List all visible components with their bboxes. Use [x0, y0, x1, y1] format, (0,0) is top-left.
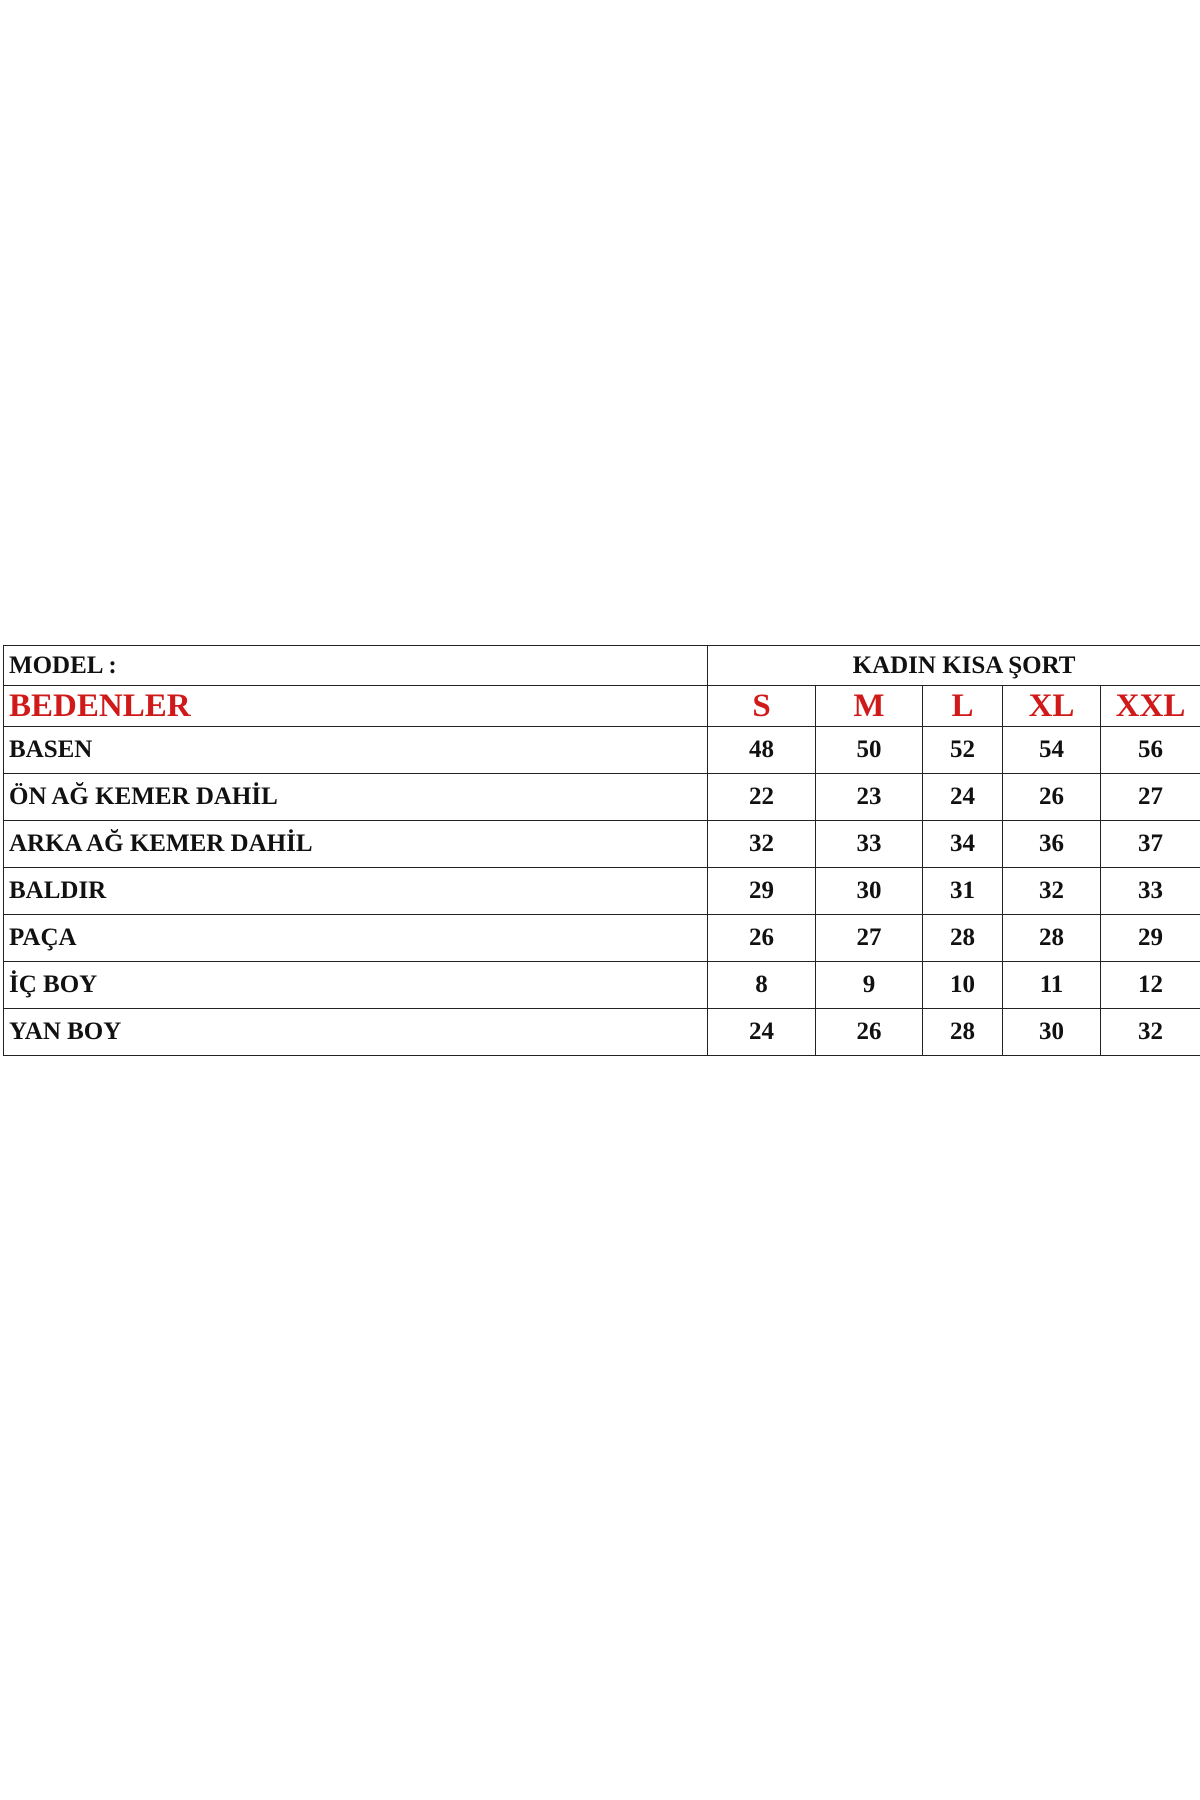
measurement-name: BASEN: [4, 727, 708, 774]
measurement-value: 30: [816, 868, 923, 915]
measurement-value: 28: [1003, 915, 1101, 962]
measurement-value: 28: [923, 1009, 1003, 1056]
measurement-value: 54: [1003, 727, 1101, 774]
measurement-value: 10: [923, 962, 1003, 1009]
measurement-value: 28: [923, 915, 1003, 962]
measurement-value: 24: [708, 1009, 816, 1056]
measurement-value: 23: [816, 774, 923, 821]
measurement-value: 36: [1003, 821, 1101, 868]
table-row: [4, 962, 1200, 1009]
measurement-value: 34: [923, 821, 1003, 868]
measurement-name: İÇ BOY: [4, 962, 708, 1009]
measurement-name: ARKA AĞ KEMER DAHİL: [4, 821, 708, 868]
measurement-value: 52: [923, 727, 1003, 774]
table-row: [4, 1009, 1200, 1056]
measurement-value: 33: [816, 821, 923, 868]
measurement-value: 8: [708, 962, 816, 1009]
measurement-value: 30: [1003, 1009, 1101, 1056]
size-chart-table: [3, 645, 1200, 1056]
measurement-name: BALDIR: [4, 868, 708, 915]
model-label: MODEL :: [4, 646, 708, 686]
sizes-header-row: [4, 686, 1200, 727]
size-xxl: XXL: [1101, 686, 1200, 727]
measurement-value: 9: [816, 962, 923, 1009]
model-row: [4, 646, 1200, 686]
product-name: KADIN KISA ŞORT: [708, 646, 1200, 686]
size-xl: XL: [1003, 686, 1101, 727]
measurement-value: 11: [1003, 962, 1101, 1009]
measurement-value: 26: [708, 915, 816, 962]
measurement-value: 48: [708, 727, 816, 774]
measurement-value: 12: [1101, 962, 1200, 1009]
measurement-value: 22: [708, 774, 816, 821]
measurement-name: YAN BOY: [4, 1009, 708, 1056]
measurement-value: 24: [923, 774, 1003, 821]
table-row: [4, 727, 1200, 774]
measurement-value: 56: [1101, 727, 1200, 774]
measurement-value: 26: [1003, 774, 1101, 821]
size-m: M: [816, 686, 923, 727]
table-row: [4, 774, 1200, 821]
measurement-value: 50: [816, 727, 923, 774]
measurement-value: 33: [1101, 868, 1200, 915]
size-l: L: [923, 686, 1003, 727]
table-row: [4, 915, 1200, 962]
measurement-value: 31: [923, 868, 1003, 915]
measurement-value: 27: [1101, 774, 1200, 821]
measurement-value: 32: [1003, 868, 1101, 915]
measurement-name: ÖN AĞ KEMER DAHİL: [4, 774, 708, 821]
measurement-value: 26: [816, 1009, 923, 1056]
measurement-value: 29: [708, 868, 816, 915]
measurement-value: 37: [1101, 821, 1200, 868]
measurement-value: 27: [816, 915, 923, 962]
measurement-name: PAÇA: [4, 915, 708, 962]
size-s: S: [708, 686, 816, 727]
measurement-value: 32: [1101, 1009, 1200, 1056]
sizes-label: BEDENLER: [4, 686, 708, 727]
measurement-value: 29: [1101, 915, 1200, 962]
table-row: [4, 868, 1200, 915]
table-row: [4, 821, 1200, 868]
measurement-value: 32: [708, 821, 816, 868]
